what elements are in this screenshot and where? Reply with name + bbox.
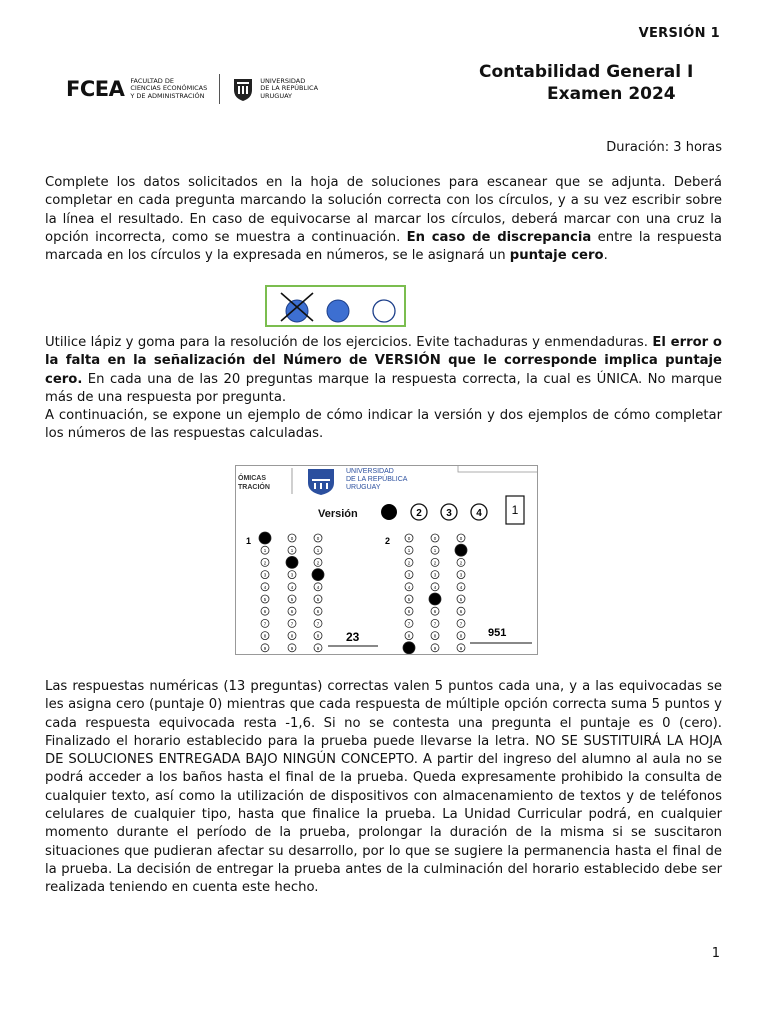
- sheet-uni-line-3: URUGUAY: [346, 484, 381, 491]
- faculty-line: Y DE ADMINISTRACIÓN: [130, 91, 205, 100]
- p1-bold-b: puntaje cero: [509, 248, 604, 264]
- crossed-bubbles-icon: [267, 287, 404, 325]
- digit-bubble-label: 1: [407, 548, 411, 554]
- digit-bubble-label: 6: [433, 609, 437, 615]
- version-bubble-filled: [381, 504, 397, 520]
- digit-bubble-filled: [286, 556, 298, 568]
- digit-bubble-label: 9: [316, 645, 320, 651]
- university-line: DE LA REPÚBLICA: [260, 84, 319, 93]
- p2-bold-a: El error o la falta en la señalización del Número de VERSIÓN que le corresponde implica puntaje cero.: [45, 335, 722, 387]
- digit-bubble-label: 8: [407, 633, 411, 639]
- digit-bubble-label: 0: [459, 536, 463, 541]
- university-name: [260, 78, 318, 101]
- instructions-paragraph-1: [45, 174, 722, 265]
- question-2-number: 2: [385, 536, 391, 546]
- p2-text-c: A continuación, se expone un ejemplo de cómo indicar la versión y dos ejemplos de cómo completar los números de las respuestas calculadas.: [45, 408, 722, 442]
- digit-bubble-label: 3: [263, 572, 267, 578]
- institution-logo: [66, 72, 318, 106]
- digit-bubble-label: 6: [263, 609, 267, 615]
- digit-bubble-label: 5: [459, 597, 463, 602]
- digit-bubble-label: 0: [407, 536, 411, 541]
- digit-bubble-label: 8: [433, 633, 437, 639]
- digit-bubble-filled: [429, 593, 441, 605]
- p1-text-b: entre la respuesta marcada en los círculos y la expresada en números, se le asignará un: [45, 229, 722, 264]
- digit-bubble-filled: [259, 532, 271, 544]
- digit-bubble-label: 2: [459, 560, 463, 566]
- digit-bubble-label: 1: [290, 548, 294, 554]
- digit-bubble-label: 7: [433, 621, 437, 627]
- digit-bubble-filled: [312, 569, 324, 581]
- digit-bubble-label: 7: [459, 621, 463, 627]
- digit-bubble-filled: [403, 642, 415, 654]
- sheet-header-left-1: ÓMICAS: [238, 475, 266, 482]
- digit-bubble-filled: [455, 544, 467, 556]
- digit-bubble-grid: [259, 532, 467, 654]
- digit-bubble-label: 5: [290, 597, 294, 602]
- scoring-rules-paragraph: Las respuestas numéricas (13 preguntas) correctas valen 5 puntos cada una, y a las equivocadas se les asigna cero (puntaje 0) mientras que cada respuesta de múltiple opción correcta suma 5 puntos y cada respuesta equivocada resta -1,6. Si no se contesta una pregunta el puntaje es 0 (cero). Finalizado el horario establecido para la prueba puede llevarse la letra. NO SE SUSTITUIRÁ LA HOJA DE SOLUCIONES ENTREGADA BAJO NINGÚN CONCEPTO. A partir del ingreso del alumno al aula no se podrá acceder a los baños hasta el final de la prueba. Queda expresamente prohibido la consulta de cualquier texto, así como la utilización de dispositivos con almacenamiento de textos y de teléfonos celulares de cualquier tipo, hasta que finalice la prueba. La Unidad Curricular podrá, en cualquier momento durante el período de la prueba, prolongar la duración de la misma si se suscitaron situaciones que pudieran afectar su desarrollo, por lo que se sugiere la permanencia hasta el final de la prueba. La decisión de entregar la prueba antes de la culminación del horario establecido debe ser realizada teniendo en cuenta este hecho.: [45, 679, 722, 896]
- digit-bubble-label: 9: [433, 645, 437, 651]
- digit-bubble-label: 9: [459, 645, 463, 651]
- digit-bubble-label: 8: [316, 633, 320, 639]
- sheet-uni-line-2: DE LA REPÚBLICA: [346, 476, 408, 483]
- page-number: 1: [711, 946, 720, 961]
- digit-bubble-label: 6: [459, 609, 463, 615]
- logo-divider: [219, 74, 220, 104]
- p1-bold-a: En caso de discrepancia: [406, 229, 592, 245]
- bubble-marking-example: [265, 285, 406, 327]
- digit-bubble-label: 4: [433, 584, 437, 590]
- digit-bubble-label: 6: [407, 609, 411, 615]
- version-option-4: 4: [476, 508, 482, 519]
- exam-title: [479, 61, 719, 105]
- version-option-2: 2: [416, 508, 422, 519]
- version-label: VERSIÓN 1: [638, 26, 720, 41]
- p2-text-a: Utilice lápiz y goma para la resolución de los ejercicios. Evite tachaduras y enmendaduras.: [45, 335, 653, 350]
- p1-text-a: Complete los datos solicitados en la hoja de soluciones para escanear que se adjunta. Deberá completar en cada pregunta marcando la solución correcta con los círculos, y a su vez escribir sobre la línea el resultado. En caso de equivocarse al marcar los círculos, deberá marcar con una cruz la opción incorrecta, como se muestra a continuación.: [45, 175, 722, 245]
- digit-bubble-label: 9: [263, 645, 267, 651]
- answer-1-value: 23: [346, 630, 360, 644]
- digit-bubble-label: 5: [407, 597, 411, 602]
- question-1-number: 1: [246, 536, 252, 546]
- digit-bubble-label: 8: [290, 633, 294, 639]
- digit-bubble-label: 4: [316, 584, 320, 590]
- digit-bubble-label: 5: [316, 597, 320, 602]
- digit-bubble-label: 7: [316, 621, 320, 627]
- digit-bubble-label: 3: [290, 572, 294, 578]
- sheet-header-left-2: TRACIÓN: [238, 484, 270, 491]
- digit-bubble-label: 0: [290, 536, 294, 541]
- digit-bubble-label: 2: [433, 560, 437, 566]
- digit-bubble-label: 8: [459, 633, 463, 639]
- university-seal-icon: [232, 76, 254, 102]
- title-line-1: Contabilidad General I: [479, 62, 694, 82]
- faculty-line: CIENCIAS ECONÓMICAS: [130, 84, 208, 93]
- digit-bubble-label: 3: [433, 572, 437, 578]
- digit-bubble-label: 7: [263, 621, 267, 627]
- sheet-seal-icon: [308, 469, 334, 495]
- digit-bubble-label: 1: [433, 548, 437, 554]
- digit-bubble-label: 3: [407, 572, 411, 578]
- digit-bubble-label: 0: [433, 536, 437, 541]
- digit-bubble-label: 5: [263, 597, 267, 602]
- sheet-corner-box: [458, 466, 537, 472]
- faculty-line: FACULTAD DE: [130, 76, 174, 85]
- instructions-paragraph-2: [45, 334, 722, 444]
- digit-bubble-label: 4: [263, 584, 267, 590]
- digit-bubble-label: 3: [459, 572, 463, 578]
- answer-sheet-example: [235, 465, 538, 655]
- digit-bubble-label: 9: [290, 645, 294, 651]
- fcea-logo-text: FCEA: [66, 77, 125, 101]
- answer-sheet-drawing: [236, 466, 537, 654]
- version-option-3: 3: [446, 508, 452, 519]
- digit-bubble-label: 7: [290, 621, 294, 627]
- sheet-uni-line-1: UNIVERSIDAD: [346, 468, 394, 475]
- version-mark-value: 1: [511, 503, 519, 517]
- university-line: URUGUAY: [260, 91, 293, 100]
- title-line-2: Examen 2024: [547, 84, 676, 104]
- p1-text-c: .: [603, 248, 608, 264]
- sheet-version-label: Versión: [318, 508, 358, 520]
- digit-bubble-label: 0: [316, 536, 320, 541]
- answer-2-value: 951: [488, 627, 507, 639]
- digit-bubble-label: 1: [316, 548, 320, 554]
- university-line: UNIVERSIDAD: [260, 76, 306, 85]
- digit-bubble-label: 2: [316, 560, 320, 566]
- digit-bubble-label: 6: [316, 609, 320, 615]
- digit-bubble-label: 7: [407, 621, 411, 627]
- digit-bubble-label: 4: [290, 584, 294, 590]
- digit-bubble-label: 6: [290, 609, 294, 615]
- digit-bubble-label: 1: [263, 548, 267, 554]
- faculty-name: [130, 78, 207, 101]
- digit-bubble-label: 2: [407, 560, 411, 566]
- digit-bubble-label: 2: [263, 560, 267, 566]
- digit-bubble-label: 8: [263, 633, 267, 639]
- digit-bubble-label: 4: [407, 584, 411, 590]
- duration-text: Duración: 3 horas: [606, 140, 722, 155]
- p2-text-b: En cada una de las 20 preguntas marque la respuesta correcta, la cual es ÚNICA. No marque más de una respuesta por pregunta.: [45, 371, 722, 405]
- digit-bubble-label: 4: [459, 584, 463, 590]
